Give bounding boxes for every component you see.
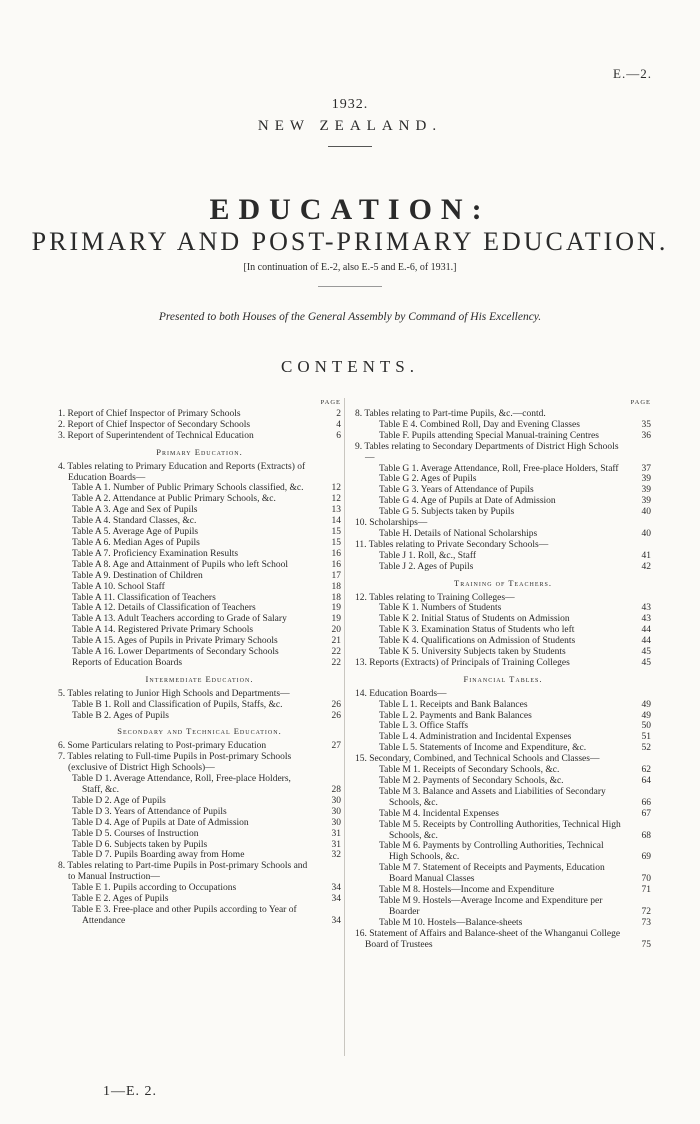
- entry-page: 28: [331, 785, 341, 795]
- entry-title: 13. Reports (Extracts) of Principals of Training Colleges: [355, 657, 570, 668]
- entry-title: Table G 1. Average Attendance, Roll, Free-place Holders, Staff: [379, 463, 619, 474]
- entry-title: Table A 7. Proficiency Examination Results: [72, 548, 239, 559]
- entry-page: 44: [641, 625, 651, 636]
- contents-title: CONTENTS.: [280, 357, 420, 376]
- entry-title: 11. Tables relating to Private Secondary Schools—: [355, 539, 549, 550]
- contents-entry: [355, 647, 651, 658]
- contents-entry: [58, 647, 341, 658]
- entry-page: 34: [331, 915, 341, 926]
- contents-entry: [58, 505, 341, 516]
- entry-page: 50: [641, 721, 651, 732]
- page-footer: 1—E. 2.: [103, 1084, 158, 1099]
- contents-entry: [355, 625, 651, 636]
- entry-title: Table G 4. Age of Pupils at Date of Admission: [379, 496, 556, 507]
- contents-entry: [58, 807, 341, 818]
- contents-entry: [58, 420, 341, 431]
- entry-title: Table D 3. Years of Attendance of Pupils: [72, 806, 227, 817]
- contents-entry: [58, 560, 341, 571]
- entry-page: 12: [331, 494, 341, 505]
- contents-entry: [58, 462, 341, 484]
- entry-page: 73: [641, 917, 651, 928]
- contents-entry: [58, 494, 341, 505]
- entry-page: 27: [331, 741, 341, 752]
- entry-title: Table L 1. Receipts and Bank Balances: [379, 699, 528, 710]
- entry-title: Table L 3. Office Staffs: [379, 721, 469, 732]
- entry-title: Table D 1. Average Attendance, Roll, Free-place Holders, Staff, &c.: [72, 774, 291, 795]
- entry-page: 16: [331, 548, 341, 559]
- contents-entry: [58, 700, 341, 711]
- entry-title: Table D 6. Subjects taken by Pupils: [72, 839, 208, 850]
- entry-title: Table M 2. Payments of Secondary Schools, &c.: [379, 776, 564, 786]
- entry-page: 22: [331, 647, 341, 658]
- contents-entry: [355, 732, 651, 743]
- entry-title: 12. Tables relating to Training Colleges—: [355, 592, 515, 603]
- entry-title: Table M 3. Balance and Assets and Liabilities of Secondary Schools, &c.: [379, 786, 606, 808]
- contents-entry: [355, 918, 651, 929]
- contents-entry: [58, 636, 341, 647]
- contents-entry: [355, 431, 651, 442]
- section-heading: Secondary and Technical Education.: [117, 726, 282, 737]
- entry-page: 32: [331, 850, 341, 861]
- contents-entry: [355, 765, 651, 776]
- entry-page: 66: [641, 797, 651, 808]
- contents-entry: [58, 850, 341, 861]
- contents-entry: [355, 507, 651, 518]
- divider: [318, 286, 382, 287]
- entry-title: Table J 1. Roll, &c., Staff: [379, 550, 477, 561]
- entry-title: Table G 3. Years of Attendance of Pupils: [379, 485, 534, 496]
- entry-title: 16. Statement of Affairs and Balance-sheet of the Whanganui College Board of Trustees: [355, 928, 621, 950]
- section-heading: Training of Teachers.: [454, 577, 552, 588]
- entry-page: 75: [641, 939, 651, 950]
- presentation-note: Presented to both Houses of the General Assembly by Command of His Excellency.: [158, 311, 542, 323]
- entry-page: 39: [641, 474, 651, 485]
- contents-entry: [355, 776, 651, 787]
- entry-page: 26: [331, 699, 341, 710]
- contents-entry: [58, 625, 341, 636]
- entry-page: 52: [641, 743, 651, 754]
- contents-entry: [355, 700, 651, 711]
- entry-title: 10. Scholarships—: [355, 518, 428, 529]
- contents-entry: [355, 593, 651, 604]
- entry-page: 6: [336, 430, 341, 441]
- contents-entry: [58, 431, 341, 442]
- entry-page: 36: [641, 430, 651, 441]
- entry-title: Table A 8. Age and Attainment of Pupils who left School: [72, 559, 288, 570]
- entry-title: Table D 2. Age of Pupils: [72, 795, 166, 806]
- entry-page: 37: [641, 463, 651, 474]
- contents-entry: [58, 409, 341, 420]
- entry-page: 14: [331, 516, 341, 527]
- entry-page: 43: [641, 603, 651, 614]
- entry-page: 51: [641, 732, 651, 743]
- contents-entry: [355, 658, 651, 669]
- contents-entry: [355, 636, 651, 647]
- section-heading: Primary Education.: [156, 446, 243, 457]
- contents-entry: [355, 841, 651, 863]
- entry-page: 31: [331, 828, 341, 839]
- entry-title: 5. Tables relating to Junior High Schools and Departments—: [58, 688, 290, 699]
- document-subheading: PRIMARY AND POST-PRIMARY EDUCATION.: [31, 227, 669, 256]
- entry-title: Table M 8. Hostels—Income and Expenditure: [379, 885, 555, 896]
- entry-title: 7. Tables relating to Full-time Pupils in Post-primary Schools (exclusive of District High Schools)—: [58, 752, 292, 774]
- entry-title: Table L 5. Statements of Income and Expenditure, &c.: [379, 743, 587, 754]
- entry-page: 2: [336, 409, 341, 419]
- contents-entry: [355, 540, 651, 551]
- contents-entry: [355, 809, 651, 820]
- entry-title: Table A 15. Ages of Pupils in Private Primary Schools: [72, 636, 278, 647]
- entry-page: 34: [331, 894, 341, 905]
- divider: [328, 146, 372, 147]
- year: 1932.: [331, 97, 369, 112]
- entry-title: Table K 2. Initial Status of Students on Admission: [379, 614, 570, 625]
- entry-page: 20: [331, 625, 341, 636]
- contents-entry: [58, 689, 341, 700]
- contents-entry: [355, 603, 651, 614]
- contents-entry: [355, 551, 651, 562]
- entry-title: 2. Report of Chief Inspector of Secondary Schools: [58, 419, 251, 430]
- entry-title: Table A 12. Details of Classification of Teachers: [72, 603, 256, 614]
- contents-entry: [355, 474, 651, 485]
- contents-entry: [58, 516, 341, 527]
- entry-page: 30: [331, 795, 341, 806]
- entry-page: 64: [641, 776, 651, 786]
- entry-page: 40: [641, 507, 651, 518]
- entry-title: Table K 5. University Subjects taken by Students: [379, 647, 566, 658]
- entry-title: Table M 5. Receipts by Controlling Authorities, Technical High Schools, &c.: [379, 819, 621, 841]
- entry-title: Table E 4. Combined Roll, Day and Evening Classes: [379, 419, 580, 430]
- contents-entry: [58, 752, 341, 774]
- continuation-note: [In continuation of E.-2, also E.-5 and E.-6, of 1931.]: [243, 262, 457, 273]
- contents-entry: [355, 562, 651, 573]
- entry-title: 8. Tables relating to Part-time Pupils, &c.—contd.: [355, 409, 546, 419]
- contents-entry: [58, 527, 341, 538]
- entry-title: Table A 6. Median Ages of Pupils: [72, 537, 200, 548]
- entry-title: Table A 5. Average Age of Pupils: [72, 527, 199, 538]
- entry-page: 41: [641, 550, 651, 561]
- entry-page: 30: [331, 806, 341, 817]
- contents-entry: [355, 689, 651, 700]
- entry-title: Table M 10. Hostels—Balance-sheets: [379, 917, 523, 928]
- contents-entry: [355, 929, 651, 951]
- entry-page: 35: [641, 419, 651, 430]
- entry-title: Table K 1. Numbers of Students: [379, 603, 502, 614]
- contents-entry: [355, 409, 651, 420]
- entry-title: Table A 10. School Staff: [72, 581, 165, 592]
- entry-title: Table M 1. Receipts of Secondary Schools, &c.: [379, 765, 560, 776]
- entry-title: Table M 7. Statement of Receipts and Payments, Education Board Manual Classes: [379, 863, 605, 885]
- entry-page: 49: [641, 710, 651, 721]
- contents-entry: [355, 464, 651, 475]
- entry-title: Table H. Details of National Scholarships: [379, 528, 538, 539]
- contents-entry: [58, 658, 341, 669]
- entry-page: 15: [331, 527, 341, 538]
- entry-page: 40: [641, 528, 651, 539]
- entry-title: Table B 1. Roll and Classification of Pupils, Staffs, &c.: [72, 699, 283, 710]
- entry-title: 4. Tables relating to Primary Education and Reports (Extracts) of Education Boards—: [58, 461, 306, 483]
- entry-title: Table D 5. Courses of Instruction: [72, 828, 199, 839]
- entry-page: 39: [641, 485, 651, 496]
- entry-title: Table E 1. Pupils according to Occupations: [72, 883, 237, 894]
- entry-title: 1. Report of Chief Inspector of Primary Schools: [58, 409, 241, 419]
- entry-title: Table K 3. Examination Status of Students who left: [379, 625, 575, 636]
- entry-title: Table A 16. Lower Departments of Secondary Schools: [72, 647, 279, 658]
- page-column-label: PAGE: [320, 399, 341, 406]
- entry-title: Table A 2. Attendance at Public Primary Schools, &c.: [72, 494, 276, 505]
- contents-entry: [58, 861, 341, 883]
- contents-entry: [355, 743, 651, 754]
- entry-page: 18: [331, 592, 341, 603]
- contents-entry: [58, 603, 341, 614]
- entry-page: 62: [641, 765, 651, 776]
- document-reference: E.—2.: [613, 66, 652, 81]
- entry-title: 3. Report of Superintendent of Technical Education: [58, 430, 254, 441]
- entry-title: Table L 2. Payments and Bank Balances: [379, 710, 532, 721]
- entry-title: Table K 4. Qualifications on Admission of Students: [379, 636, 576, 647]
- contents-right-column: [355, 399, 651, 951]
- entry-page: 34: [331, 883, 341, 894]
- entry-page: 72: [641, 906, 651, 917]
- entry-title: Table B 2. Ages of Pupils: [72, 710, 169, 721]
- entry-title: Table A 1. Number of Public Primary Schools classified, &c.: [72, 483, 304, 494]
- contents-entry: [355, 529, 651, 540]
- entry-page: 31: [331, 839, 341, 850]
- contents-entry: [58, 582, 341, 593]
- contents-entry: [355, 863, 651, 885]
- entry-page: 30: [331, 817, 341, 828]
- document-heading: EDUCATION:: [209, 193, 491, 226]
- entry-title: Table A 9. Destination of Children: [72, 570, 203, 581]
- entry-page: 70: [641, 874, 651, 885]
- contents-entry: [58, 829, 341, 840]
- entry-title: Table M 4. Incidental Expenses: [379, 808, 499, 819]
- contents-entry: [58, 883, 341, 894]
- contents-entry: [355, 787, 651, 809]
- entry-title: Table J 2. Ages of Pupils: [379, 561, 474, 572]
- contents-entry: [58, 593, 341, 604]
- entry-page: 17: [331, 570, 341, 581]
- entry-page: 68: [641, 830, 651, 841]
- entry-page: 19: [331, 614, 341, 625]
- entry-title: Table A 4. Standard Classes, &c.: [72, 516, 197, 527]
- entry-page: 12: [331, 483, 341, 494]
- entry-title: Table F. Pupils attending Special Manual-training Centres: [379, 430, 599, 441]
- entry-title: Table A 11. Classification of Teachers: [72, 592, 216, 603]
- column-divider: [344, 398, 345, 1056]
- contents-left-column: [58, 399, 341, 927]
- contents-entry: [58, 905, 341, 927]
- contents-entry: [355, 485, 651, 496]
- contents-entry: [355, 614, 651, 625]
- entry-page: 19: [331, 603, 341, 614]
- contents-entry: [355, 885, 651, 896]
- entry-title: Table L 4. Administration and Incidental Expenses: [379, 732, 572, 743]
- entry-title: 6. Some Particulars relating to Post-primary Education: [58, 741, 267, 752]
- entry-title: 9. Tables relating to Secondary Departments of District High Schools—: [355, 441, 619, 463]
- contents-entry: [58, 894, 341, 905]
- contents-entry: [355, 896, 651, 918]
- entry-page: 69: [641, 852, 651, 863]
- contents-entry: [58, 796, 341, 807]
- entry-title: Table M 9. Hostels—Average Income and Expenditure per Boarder: [379, 895, 603, 917]
- entry-page: 21: [331, 636, 341, 647]
- entry-page: 18: [331, 581, 341, 592]
- entry-title: Table E 3. Free-place and other Pupils according to Year of Attendance: [72, 904, 297, 926]
- entry-page: 42: [641, 561, 651, 572]
- contents-entry: [58, 614, 341, 625]
- entry-title: Table A 3. Age and Sex of Pupils: [72, 505, 198, 516]
- entry-page: 49: [641, 699, 651, 710]
- contents-entry: [355, 721, 651, 732]
- contents-entry: [58, 774, 341, 796]
- contents-entry: [58, 818, 341, 829]
- entry-title: 14. Education Boards—: [355, 688, 447, 699]
- contents-entry: [58, 538, 341, 549]
- entry-title: 8. Tables relating to Part-time Pupils in Post-primary Schools and to Manual Instruction—: [58, 861, 308, 883]
- entry-title: 15. Secondary, Combined, and Technical Schools and Classes—: [355, 754, 600, 765]
- entry-title: Reports of Education Boards: [72, 657, 183, 668]
- entry-title: Table A 13. Adult Teachers according to Grade of Salary: [72, 614, 287, 625]
- contents-entry: [58, 571, 341, 582]
- contents-entry: [58, 741, 341, 752]
- contents-entry: [355, 496, 651, 507]
- entry-title: Table E 2. Ages of Pupils: [72, 894, 169, 905]
- contents-entry: [58, 549, 341, 560]
- entry-title: Table D 7. Pupils Boarding away from Home: [72, 850, 245, 861]
- contents-entry: [355, 518, 651, 529]
- entry-title: Table D 4. Age of Pupils at Date of Admission: [72, 817, 249, 828]
- page-column-label: PAGE: [630, 399, 651, 406]
- entry-page: 71: [641, 885, 651, 896]
- entry-page: 16: [331, 559, 341, 570]
- entry-page: 45: [641, 647, 651, 658]
- entry-title: Table M 6. Payments by Controlling Authorities, Technical High Schools, &c.: [379, 841, 604, 863]
- entry-title: Table G 5. Subjects taken by Pupils: [379, 507, 515, 518]
- contents-entry: [58, 483, 341, 494]
- entry-page: 22: [331, 657, 341, 668]
- entry-page: 15: [331, 537, 341, 548]
- entry-title: Table A 14. Registered Private Primary Schools: [72, 625, 254, 636]
- contents-entry: [355, 442, 651, 464]
- contents-entry: [58, 840, 341, 851]
- contents-entry: [355, 420, 651, 431]
- section-heading: Financial Tables.: [463, 673, 543, 684]
- entry-page: 44: [641, 636, 651, 647]
- entry-page: 43: [641, 614, 651, 625]
- entry-page: 45: [641, 657, 651, 668]
- country-title: NEW ZEALAND.: [257, 118, 443, 134]
- entry-page: 13: [331, 505, 341, 516]
- contents-entry: [355, 711, 651, 722]
- entry-page: 67: [641, 808, 651, 819]
- contents-entry: [355, 754, 651, 765]
- entry-page: 4: [336, 419, 341, 430]
- entry-page: 26: [331, 710, 341, 721]
- contents-entry: [58, 711, 341, 722]
- entry-title: Table G 2. Ages of Pupils: [379, 474, 477, 485]
- contents-entry: [355, 820, 651, 842]
- entry-page: 39: [641, 496, 651, 507]
- section-heading: Intermediate Education.: [145, 673, 254, 684]
